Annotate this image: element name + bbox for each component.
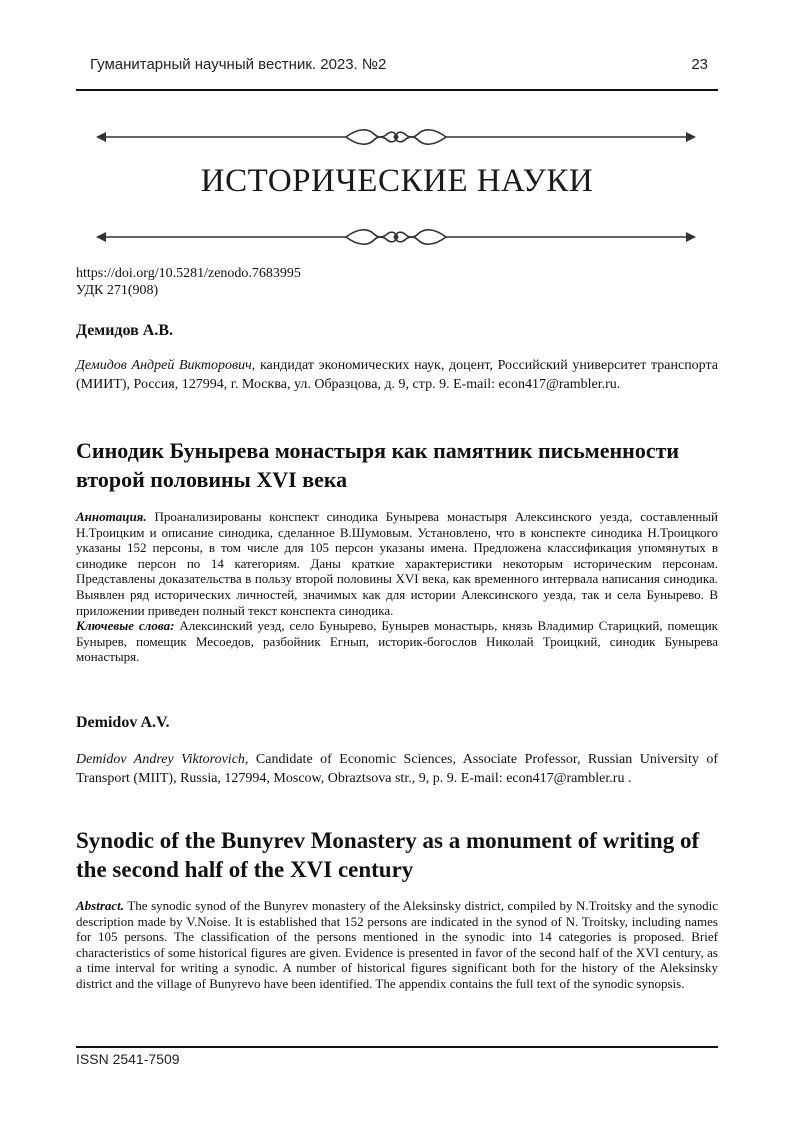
keywords-label-ru: Ключевые слова: xyxy=(76,618,175,634)
keywords-text-ru: Алексинский уезд, село Бунырево, Бунырев монастырь, князь Владимир Старицкий, помещик Бунырев, помещик Месоедов, разбойник Егнып, историк-богослов Николай Троицкий, синодик Бунырева монастыря. xyxy=(76,618,718,665)
abstract-label-en: Abstract. xyxy=(76,898,125,913)
section-title: ИСТОРИЧЕСКИЕ НАУКИ xyxy=(200,163,594,199)
article-meta xyxy=(76,265,718,299)
author-name-ru: Демидов Андрей Викторович, xyxy=(76,358,256,373)
abstract-ru xyxy=(76,509,718,665)
article-title-en: Synodic of the Bunyrev Monastery as a monument of writing of the second half of the XVI century xyxy=(76,828,700,882)
abstract-paragraph-ru xyxy=(76,509,718,618)
journal-title: Гуманитарный научный вестник. 2023. №2 xyxy=(90,56,387,73)
abstract-label-ru: Аннотация. xyxy=(76,509,147,524)
author-heading-ru: Демидов А.В. xyxy=(76,322,173,339)
abstract-text-en: The synodic synod of the Bunyrev monastery of the Aleksinsky district, compiled by N.Troitsky and the synodic description made by V.Noise. It is established that 152 persons are indicated in the synod of N. Troitsky, including names for 105 persons. The classification of the persons mentioned in the synodic into 14 categories is proposed. Brief characteristics of some historical figures are given. Evidence is presented in favor of the second half of the XVI century, as a time interval for writing a synodic. A number of historical figures significant both for the history of the Aleksinsky district and the village of Bunyrevo have been identified. The appendix contains the full text of the synodic synopsis. xyxy=(76,898,718,991)
author-affiliation-en xyxy=(76,750,718,788)
ornament-divider-bottom-icon xyxy=(96,226,696,248)
keywords-paragraph-ru xyxy=(76,618,718,665)
ornament-divider-top-icon xyxy=(96,126,696,148)
author-heading-en: Demidov A.V. xyxy=(76,714,170,731)
affiliation-text-en: Candidate of Economic Sciences, Associate Professor, Russian University of Transport (MIIT), Russia, 127994, Moscow, Obraztsova str., 9, p. 9. E-mail: econ417@rambler.ru . xyxy=(76,752,718,786)
author-affiliation-ru xyxy=(76,356,718,394)
doi-link[interactable]: https://doi.org/10.5281/zenodo.7683995 xyxy=(76,266,301,281)
abstract-paragraph-en xyxy=(76,898,718,992)
article-title-ru: Синодик Бунырева монастыря как памятник письменности второй половины XVI века xyxy=(76,438,680,492)
author-name-en: Demidov Andrey Viktorovich, xyxy=(76,752,249,767)
page-number: 23 xyxy=(691,56,708,73)
footer-rule xyxy=(76,1046,718,1048)
abstract-en xyxy=(76,898,718,992)
udc-code: УДК 271(908) xyxy=(76,283,159,298)
header-rule xyxy=(76,89,718,91)
affiliation-text-ru: кандидат экономических наук, доцент, Российский университет транспорта (МИИТ), Россия, 127994, г. Москва, ул. Образцова, д. 9, стр. 9. E-mail: econ417@rambler.ru. xyxy=(76,358,718,392)
issn-footer: ISSN 2541-7509 xyxy=(76,1051,180,1067)
running-header xyxy=(76,54,718,80)
abstract-text-ru: Проанализированы конспект синодика Бунырева монастыря Алексинского уезда, составленный Н.Троицким и описание синодика, сделанное В.Шумовым. Установлено, что в конспекте синодика Н.Троицкого указаны 152 персоны, в том числе для 105 персон указаны имена. Предложена классификация упомянутых в синодике персон по 14 категориям. Даны краткие характеристики некоторым историческим персонам. Представлены доказательства в пользу второй половины XVI века, как временного интервала написания синодика. Выявлен ряд исторических личностей, значимых как для истории Алексинского уезда, так и села Бунырево. В приложении приведен полный текст конспекта синодика. xyxy=(76,509,718,618)
